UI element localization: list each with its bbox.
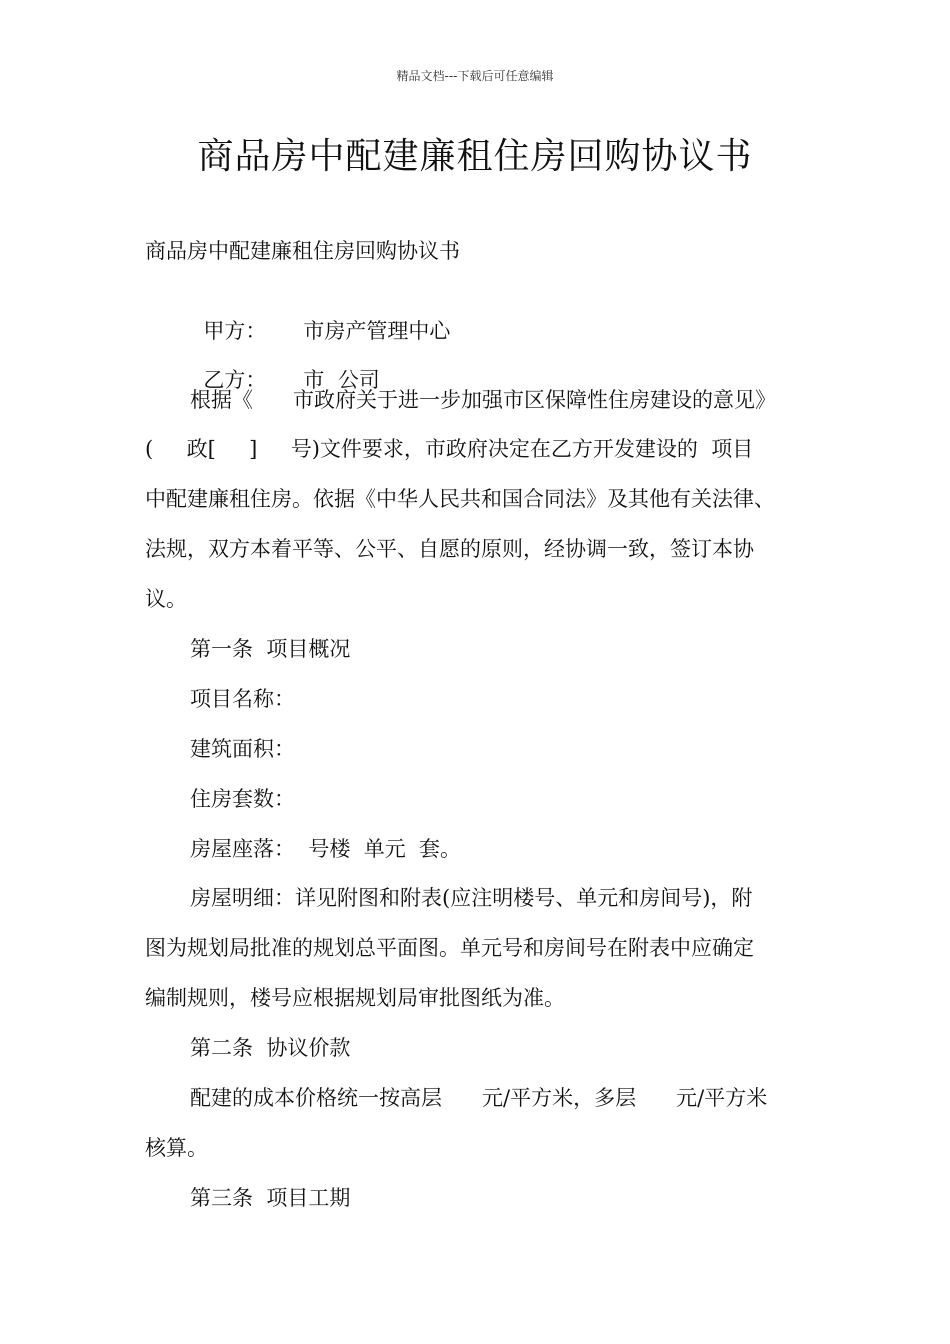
paragraph-line: 法规，双方本着平等、公平、自愿的原则，经协调一致，签订本协 <box>145 537 754 561</box>
party-b-value: 市 公司 <box>303 368 380 392</box>
field-building-area: 建筑面积： <box>190 737 295 761</box>
document-title: 商品房中配建廉租住房回购协议书 <box>197 136 753 177</box>
field-project-name: 项目名称： <box>190 687 295 711</box>
paragraph-line: 图为规划局批准的规划总平面图。单元号和房间号在附表中应确定 <box>145 936 754 960</box>
party-a-value: 市房产管理中心 <box>303 319 451 343</box>
paragraph-line: 中配建廉租住房。依据《中华人民共和国合同法》及其他有关法律、 <box>145 487 775 511</box>
article-heading: 第二条 协议价款 <box>190 1036 351 1060</box>
document-subtitle: 商品房中配建廉租住房回购协议书 <box>145 239 460 263</box>
article-heading: 第三条 项目工期 <box>190 1186 351 1210</box>
party-b-label: 乙方： <box>203 368 267 392</box>
paragraph-line: 房屋明细：详见附图和附表(应注明楼号、单元和房间号)，附 <box>190 886 753 910</box>
header-note: 精品文档---下载后可任意编辑 <box>396 69 554 83</box>
party-a-label: 甲方： <box>203 319 267 343</box>
field-unit-count: 住房套数： <box>190 787 295 811</box>
paragraph-line: 配建的成本价格统一按高层 元/平方米，多层 元/平方米 <box>190 1086 768 1110</box>
field-location: 房屋座落： 号楼 单元 套。 <box>190 837 462 861</box>
paragraph-line: 根据《 市政府关于进一步加强市区保障性住房建设的意见》 <box>190 388 777 412</box>
paragraph-line: 编制规则，楼号应根据规划局审批图纸为准。 <box>145 986 565 1010</box>
paragraph-line: 核算。 <box>145 1136 208 1160</box>
article-heading: 第一条 项目概况 <box>190 637 351 661</box>
paragraph-line: 议。 <box>145 587 187 611</box>
paragraph-line: ( 政[ ] 号)文件要求，市政府决定在乙方开发建设的 项目 <box>145 437 754 461</box>
